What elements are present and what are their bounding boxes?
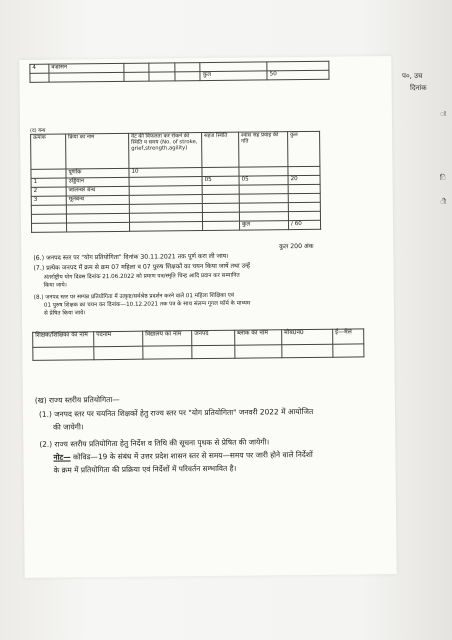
cell: 05 (202, 176, 239, 185)
state-point-1: (1.) जनपद स्तर पर चयनित शिक्षकों हेतु राज्य स्तर पर "योग प्रतियोगिता" जनवरी 2022 में आयोजित (38, 406, 314, 419)
header-cell: पदनाम (94, 331, 143, 347)
cell: 10 (129, 168, 202, 178)
header-cell: ब्लाक का नाम (235, 330, 282, 345)
table-row (33, 344, 364, 360)
cell (175, 72, 201, 81)
cell (202, 203, 239, 212)
cell: / 60 (288, 220, 320, 229)
cell: उड्डियान (66, 177, 129, 187)
cell (149, 72, 175, 81)
cell (288, 193, 320, 202)
cell (192, 345, 235, 358)
cell: पूर्णांक (66, 168, 129, 178)
state-point-2: (2.) राज्य स्तरीय प्रतियोगिता हेतु निर्देश व तिथि की सूचना पृथक से प्रेषित की जायेगी। (39, 437, 270, 449)
header-cell: ई—मेल (333, 329, 364, 344)
instruction-6: (6.) जनपद स्तर पर "योग प्रतियोगिता" दिनांक 30.11.2021 तक पूर्ण करा ली जाय। (33, 252, 229, 262)
cell (130, 222, 203, 232)
cell: वज्रासन (49, 63, 124, 73)
cell (202, 167, 239, 176)
header-cell: विद्यालय का नाम (143, 331, 192, 347)
cell (49, 72, 124, 82)
cell: 1 (31, 178, 66, 187)
header-cell: श्वास सह प्रवाह की गति (239, 132, 288, 168)
kriya-table (30, 131, 321, 233)
cell (31, 214, 66, 223)
header-cell: जनपद (192, 330, 235, 345)
cell: 3 (31, 196, 66, 205)
covid-note-cont: के क्रम में प्रतियोगिता की प्रक्रिया एवं निर्देशों में परिवर्तन सम्भावित है। (53, 463, 237, 475)
cell: मूलबन्ध (66, 195, 129, 205)
header-cell: कुल (288, 131, 320, 166)
cell (333, 344, 364, 357)
cell (33, 347, 94, 361)
grand-total: कुल 200 अंक (279, 242, 314, 251)
cell (202, 194, 239, 203)
instruction-8-cont2: से प्रेषित किया जाये। (43, 310, 86, 317)
cell (31, 205, 66, 214)
instruction-8: (8.) जनपद स्तर पर सम्पन्न प्रतियोगिता में उत्कृष्ट/सर्वश्रेष्ठ प्रदर्शन करने वाले 01 महिला शिक्षिका एवं (33, 292, 235, 301)
cell: 20 (288, 175, 320, 184)
cell (202, 212, 239, 221)
cell: 05 (239, 176, 288, 186)
note-label: नोट— (53, 452, 71, 462)
edge-text-2: दिनांक (410, 84, 427, 92)
instruction-7-cont2: किया जाये। (43, 282, 67, 289)
cell (67, 222, 130, 232)
teacher-details-table (32, 328, 364, 360)
document-page (19, 56, 396, 578)
cell (143, 346, 192, 360)
cell: कुल (239, 221, 288, 231)
cell: कुल (200, 71, 267, 81)
edge-text-3: ा (440, 110, 446, 118)
section-d-caption: (द) बन्ध (30, 127, 46, 134)
cell (32, 223, 67, 232)
note-text: कोविड—19 के संबंध में उत्तर प्रदेश शासन स्तर से समय—समय पर जारी होने वाले निर्देशों (72, 449, 313, 462)
cell: 50 (267, 70, 329, 80)
table-row (32, 220, 321, 232)
cell (235, 345, 282, 358)
cell: जालन्धर बन्ध (66, 186, 129, 196)
cell (202, 185, 239, 194)
cell (288, 202, 320, 211)
header-cell: शिक्षक/शिक्षिका का नाम (33, 332, 94, 348)
cell (124, 72, 150, 81)
cell (175, 63, 201, 72)
adjacent-page-edge (394, 70, 452, 240)
header-cell: क्रमांक (31, 134, 66, 169)
cell (31, 169, 66, 178)
edge-text-4: ि (440, 174, 446, 182)
instruction-7: (7.) प्रत्येक जनपद में क्रम से क्रम 07 महिला व 07 पुरुष शिक्षकों का चयन किया जायें तथा उन्हें (33, 262, 251, 272)
instruction-8-cont: 01 पुरुष शिक्षक का चयन कर दिनांक—10.12.2021 तक पत्र के साथ संलग्न गूगल फॉर्म के माध्यम (43, 300, 251, 309)
cell (288, 166, 320, 175)
state-point-1-cont: की जायेगी। (53, 422, 84, 432)
cell (149, 63, 175, 72)
edge-text-5: ी (440, 198, 446, 206)
cell (288, 184, 320, 193)
header-cell: वेट की विफलता कर रोकने की स्थिति व समय (No. of stroke, grief,strength,agility) (129, 133, 202, 169)
edge-text-1: प०, उच (402, 72, 423, 80)
cell (288, 211, 320, 220)
top-table (29, 61, 329, 83)
cell (282, 344, 333, 358)
header-cell: क्रिया का नाम (66, 133, 129, 169)
cell: 4 (30, 64, 49, 73)
cell (94, 346, 143, 360)
header-cell: सहज स्थिति (202, 132, 239, 167)
section-kh-heading: (ख) राज्य स्तरीय प्रतियोगिता— (34, 394, 120, 405)
cell: 2 (31, 187, 66, 196)
cell (30, 73, 49, 82)
cell (124, 63, 150, 72)
header-cell: मोब0न0 (282, 329, 333, 345)
instruction-7-cont: अंतर्राष्ट्रीय योग दिवस दिनांक 21.06.2022 को प्रमाण पत्र/स्मृति चिन्ह आदि प्रदान कर सम्मानित (43, 272, 240, 281)
cell (203, 221, 240, 230)
